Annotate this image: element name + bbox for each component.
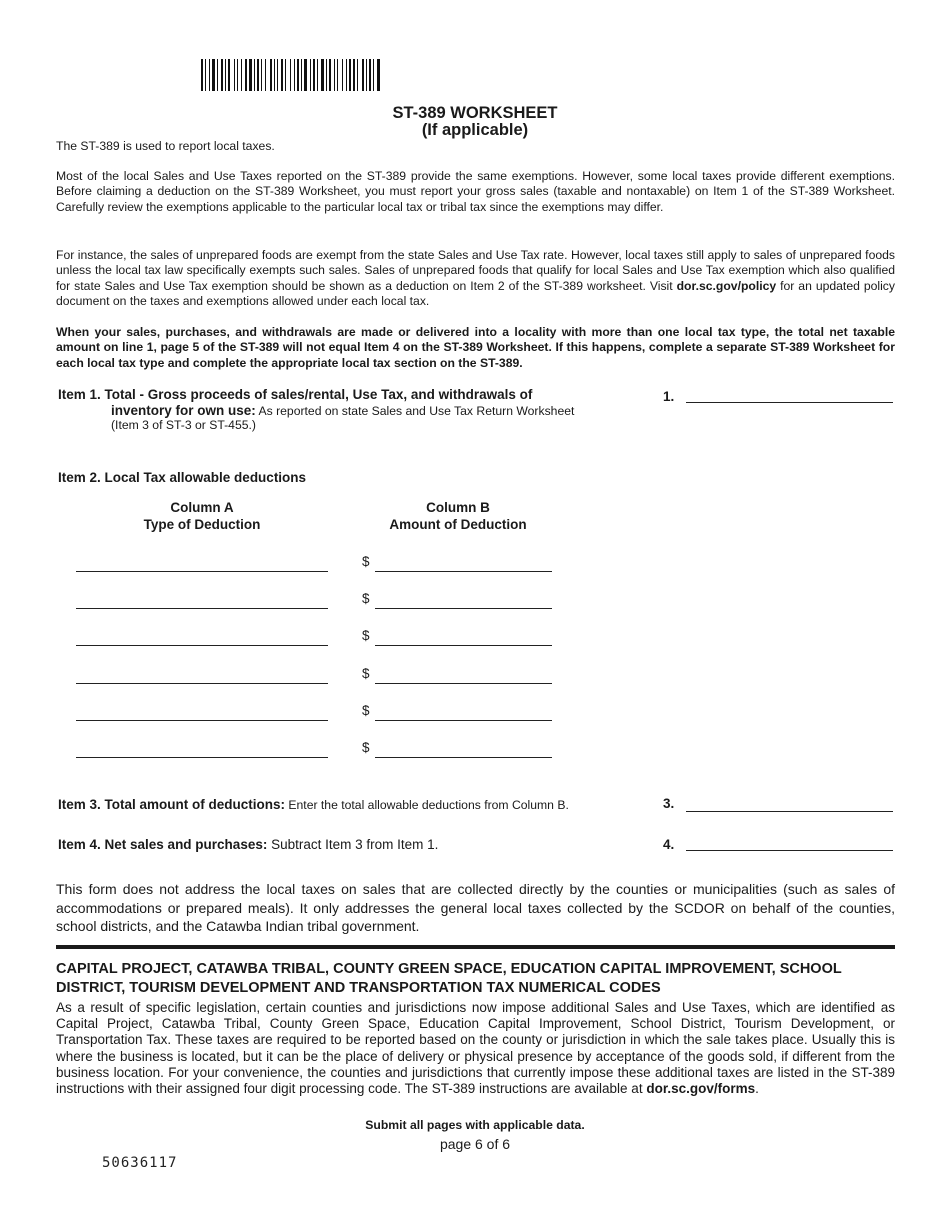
form-code: 50636117 — [102, 1155, 178, 1171]
item3-field[interactable] — [686, 794, 893, 812]
item3-label-row — [58, 797, 658, 812]
deduction-amount-field[interactable] — [375, 704, 552, 721]
item1-label: Item 1. Total - Gross proceeds of sales/rental, Use Tax, and withdrawals of — [58, 387, 533, 402]
section-body — [56, 1000, 895, 1097]
item1-label-line2: inventory for own use: — [111, 403, 256, 418]
deduction-amount-field[interactable] — [375, 629, 552, 646]
currency-symbol: $ — [362, 740, 370, 755]
intro-paragraph-1: The ST-389 is used to report local taxes. — [56, 139, 275, 153]
page-number: page 6 of 6 — [439, 1136, 511, 1152]
column-b-header — [358, 499, 558, 533]
item3-desc: Enter the total allowable deductions from Column B. — [285, 798, 569, 812]
column-a-title: Column A — [170, 500, 234, 515]
item4-number: 4. — [663, 837, 675, 852]
intro-paragraph-3 — [56, 248, 895, 310]
item4-field[interactable] — [686, 833, 893, 851]
deduction-amount-field[interactable] — [375, 592, 552, 609]
deduction-amount-field[interactable] — [375, 741, 552, 758]
item1-label-cont — [111, 403, 671, 418]
item2-label: Item 2. Local Tax allowable deductions — [58, 470, 307, 485]
intro-paragraph-3-text: For instance, the sales of unprepared foods are exempt from the state Sales and Use Tax rate. However, local taxes still apply to sales of unprepared foods unless the local tax law specifically exempts such sales. Sales of unprepared foods that qualify for local Sales and Use Tax exemption which also qualified for state Sales and Use Tax exemption should be shown as a deduction on Item 2 of the ST-389 worksheet. Visit — [56, 248, 895, 293]
item3-number: 3. — [663, 796, 675, 811]
intro-paragraph-4: When your sales, purchases, and withdrawals are made or delivered into a locality with more than one local tax type, the total net taxable amount on line 1, page 5 of the ST-389 will not equal Item 4 on the ST-389 Worksheet. If this happens, complete a separate ST-389 Worksheet for each local tax type and complete the appropriate local tax section on the ST-389. — [56, 325, 895, 370]
deduction-amount-field[interactable] — [375, 667, 552, 684]
deduction-type-field[interactable] — [76, 555, 328, 572]
section-divider — [56, 945, 895, 949]
submit-note: Submit all pages with applicable data. — [365, 1118, 585, 1132]
section-body-text: As a result of specific legislation, certain counties and jurisdictions now impose additional Sales and Use Taxes, which are identified as Capital Project, Catawba Tribal, County Green Space, Education Capital Improvement, School District, Tourism Development, or Transportation Tax. These taxes are required to be reported based on the county or jurisdiction in which the sale takes place. Usually this is where the business is located, but it can be the place of delivery or physical presence by acceptance of the goods sold, if different from the business location. For your convenience, the counties and jurisdictions that currently impose these additional taxes are listed in the ST-389 instructions with their assigned four digit processing code. The ST-389 instructions are available at — [56, 1000, 895, 1097]
item1-desc: As reported on state Sales and Use Tax Return Worksheet — [255, 404, 575, 418]
currency-symbol: $ — [362, 703, 370, 718]
intro-paragraph-2: Most of the local Sales and Use Taxes reported on the ST-389 provide the same exemptions. However, some local taxes provide different exemptions. Before claiming a deduction on the ST-389 Worksheet, you must report your gross sales (taxable and nontaxable) on Item 1 of the ST-389 Worksheet. Carefully review the exemptions applicable to the particular local tax or tribal tax since the exemptions may differ. — [56, 169, 895, 214]
note-paragraph: This form does not address the local taxes on sales that are collected directly by the counties or municipalities (such as sales of accommodations or prepared meals). It only addresses the general local taxes collected by the SCDOR on behalf of the counties, school districts, and the Catawba Indian tribal government. — [56, 881, 895, 934]
currency-symbol: $ — [362, 628, 370, 643]
section-heading: CAPITAL PROJECT, CATAWBA TRIBAL, COUNTY GREEN SPACE, EDUCATION CAPITAL IMPROVEMENT, SCHOOL DISTRICT, TOURISM DEVELOPMENT AND TRANSPORTATION TAX NUMERICAL CODES — [56, 961, 842, 996]
column-a-subtitle: Type of Deduction — [143, 517, 261, 532]
intro-paragraph-3-tail: for an updated policy document on the taxes and exemptions allowed under each local tax. — [56, 278, 895, 309]
item4-label: Item 4. Net sales and purchases: — [58, 837, 268, 852]
item3-label: Item 3. Total amount of deductions: — [58, 797, 286, 812]
section-body-tail: . — [755, 1081, 759, 1097]
deduction-type-field[interactable] — [76, 741, 328, 758]
deduction-type-field[interactable] — [76, 629, 328, 646]
page-title: ST-389 WORKSHEET — [392, 104, 558, 122]
item1-field[interactable] — [686, 385, 893, 403]
deduction-type-field[interactable] — [76, 704, 328, 721]
currency-symbol: $ — [362, 554, 370, 569]
column-b-subtitle: Amount of Deduction — [389, 517, 527, 532]
item1-desc-2: (Item 3 of ST-3 or ST-455.) — [111, 418, 256, 432]
column-b-title: Column B — [426, 500, 490, 515]
deduction-type-field[interactable] — [76, 667, 328, 684]
currency-symbol: $ — [362, 666, 370, 681]
policy-link[interactable]: dor.sc.gov/policy — [676, 278, 777, 293]
barcode-graphic — [201, 59, 469, 91]
deduction-amount-field[interactable] — [375, 555, 552, 572]
item4-label-row — [58, 837, 658, 852]
page-subtitle: (If applicable) — [421, 121, 529, 139]
column-a-header — [102, 499, 302, 533]
forms-link[interactable]: dor.sc.gov/forms — [646, 1081, 756, 1097]
item4-desc: Subtract Item 3 from Item 1. — [267, 837, 439, 852]
item1-number: 1. — [663, 389, 675, 404]
currency-symbol: $ — [362, 591, 370, 606]
deduction-type-field[interactable] — [76, 592, 328, 609]
